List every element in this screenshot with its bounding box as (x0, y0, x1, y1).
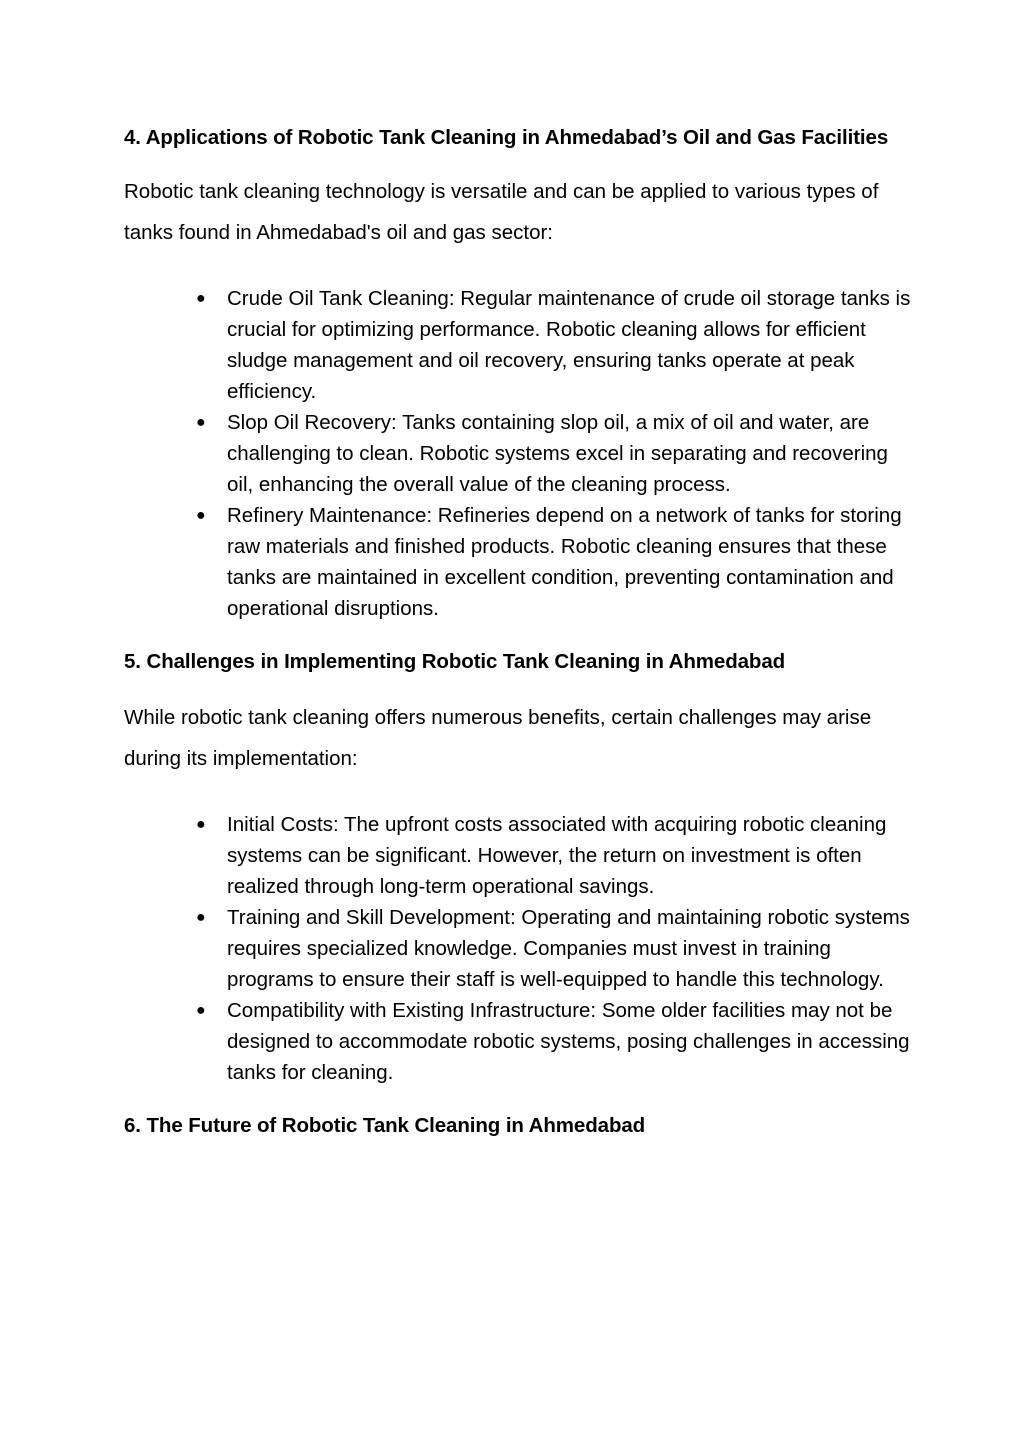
section-heading: 5. Challenges in Implementing Robotic Tank Cleaning in Ahmedabad (124, 650, 786, 673)
bullet-icon: ● (196, 290, 206, 307)
list-item-text: Compatibility with Existing Infrastructure: Some older facilities may not be designed to accommodate robotic systems, posing challenges in accessing tanks for cleaning. (227, 999, 910, 1084)
list-item (196, 995, 914, 1088)
list-item (196, 500, 914, 624)
document-page (124, 120, 914, 1141)
bullet-icon: ● (196, 507, 206, 524)
bullet-list (124, 283, 914, 624)
list-item (196, 902, 914, 995)
bullet-icon: ● (196, 1002, 206, 1019)
section-intro: While robotic tank cleaning offers numerous benefits, certain challenges may arise during its implementation: (124, 706, 872, 770)
list-item (196, 407, 914, 500)
section-intro: Robotic tank cleaning technology is versatile and can be applied to various types of tanks found in Ahmedabad's oil and gas sector: (124, 180, 879, 244)
section-heading: 4. Applications of Robotic Tank Cleaning in Ahmedabad’s Oil and Gas Facilities (124, 126, 889, 149)
bullet-icon: ● (196, 816, 206, 833)
list-item-text: Slop Oil Recovery: Tanks containing slop oil, a mix of oil and water, are challenging to clean. Robotic systems excel in separating and recovering oil, enhancing the overall value of the cleaning process. (227, 411, 888, 496)
list-item-text: Crude Oil Tank Cleaning: Regular maintenance of crude oil storage tanks is crucial for optimizing performance. Robotic cleaning allows for efficient sludge management and oil recovery, ensuring tanks operate at peak efficiency. (227, 287, 911, 403)
list-item-text: Initial Costs: The upfront costs associated with acquiring robotic cleaning systems can be significant. However, the return on investment is often realized through long-term operational savings. (227, 813, 887, 898)
list-item (196, 283, 914, 407)
bullet-list (124, 809, 914, 1088)
list-item (196, 809, 914, 902)
section-heading: 6. The Future of Robotic Tank Cleaning in Ahmedabad (124, 1114, 646, 1137)
bullet-icon: ● (196, 414, 206, 431)
list-item-text: Refinery Maintenance: Refineries depend on a network of tanks for storing raw materials and finished products. Robotic cleaning ensures that these tanks are maintained in excellent condition, preventing contamination and operational disruptions. (227, 504, 902, 620)
bullet-icon: ● (196, 909, 206, 926)
list-item-text: Training and Skill Development: Operating and maintaining robotic systems requires specialized knowledge. Companies must invest in training programs to ensure their staff is well-equipped to handle this technology. (227, 906, 910, 991)
